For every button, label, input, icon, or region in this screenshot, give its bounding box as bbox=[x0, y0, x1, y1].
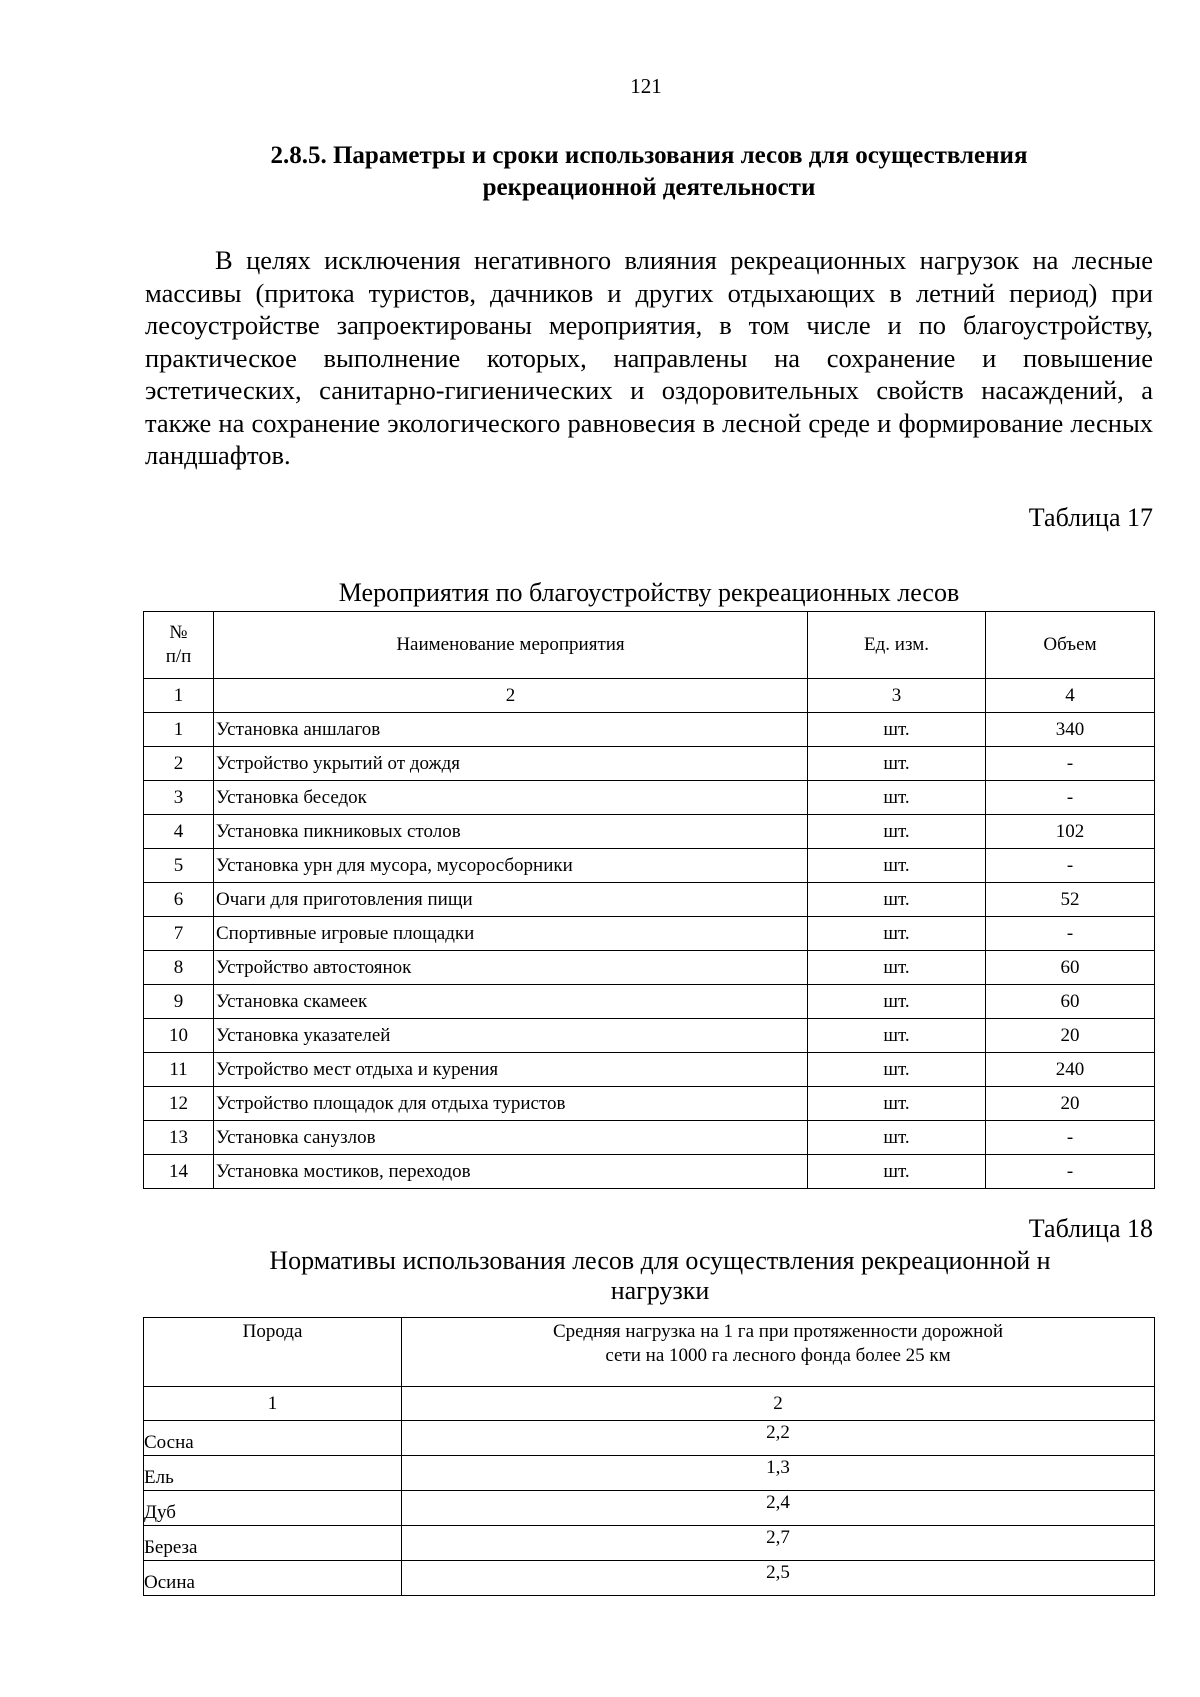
volume: 20 bbox=[986, 1019, 1155, 1053]
row-number: 14 bbox=[144, 1155, 214, 1189]
row-number: 13 bbox=[144, 1121, 214, 1155]
average-load: 2,5 bbox=[402, 1561, 1155, 1596]
volume: 60 bbox=[986, 951, 1155, 985]
activity-name: Спортивные игровые площадки bbox=[214, 917, 808, 951]
section-title-line2: рекреационной деятельности bbox=[482, 174, 816, 201]
activity-name: Установка санузлов bbox=[214, 1121, 808, 1155]
table17-caption: Мероприятия по благоустройству рекреационных лесов bbox=[338, 578, 960, 607]
unit: шт. bbox=[808, 815, 986, 849]
table-row bbox=[144, 1456, 1155, 1491]
volume: 102 bbox=[986, 815, 1155, 849]
row-number: 3 bbox=[144, 781, 214, 815]
volume: - bbox=[986, 917, 1155, 951]
average-load: 1,3 bbox=[402, 1456, 1155, 1491]
activity-name: Устройство площадок для отдыха туристов bbox=[214, 1087, 808, 1121]
volume: - bbox=[986, 1155, 1155, 1189]
activity-name: Устройство автостоянок bbox=[214, 951, 808, 985]
row-number: 2 bbox=[144, 747, 214, 781]
table-row bbox=[144, 985, 1155, 1019]
volume: - bbox=[986, 1121, 1155, 1155]
header-num-line2: п/п bbox=[165, 646, 192, 667]
row-number: 9 bbox=[144, 985, 214, 1019]
activity-name: Очаги для приготовления пищи bbox=[214, 883, 808, 917]
volume: 340 bbox=[986, 713, 1155, 747]
table18-caption-line1: Нормативы использования лесов для осуществления рекреационной н bbox=[269, 1246, 1051, 1275]
column-number: 2 bbox=[214, 679, 808, 713]
table18-caption-line2: нагрузки bbox=[610, 1276, 710, 1305]
column-number: 4 bbox=[986, 679, 1155, 713]
species: Ель bbox=[144, 1456, 402, 1491]
volume: 52 bbox=[986, 883, 1155, 917]
table-row bbox=[144, 1121, 1155, 1155]
row-number: 12 bbox=[144, 1087, 214, 1121]
unit: шт. bbox=[808, 849, 986, 883]
activity-name: Установка беседок bbox=[214, 781, 808, 815]
row-number: 10 bbox=[144, 1019, 214, 1053]
row-number: 4 bbox=[144, 815, 214, 849]
table-row bbox=[144, 1491, 1155, 1526]
activity-name: Устройство мест отдыха и курения bbox=[214, 1053, 808, 1087]
row-number: 11 bbox=[144, 1053, 214, 1087]
table-row bbox=[144, 1087, 1155, 1121]
row-number: 7 bbox=[144, 917, 214, 951]
table17-label: Таблица 17 bbox=[1028, 503, 1153, 532]
volume: - bbox=[986, 781, 1155, 815]
page-number: 121 bbox=[630, 74, 662, 98]
volume: - bbox=[986, 747, 1155, 781]
row-number: 5 bbox=[144, 849, 214, 883]
table-row bbox=[144, 883, 1155, 917]
table-row bbox=[144, 1421, 1155, 1456]
header-name: Наименование мероприятия bbox=[214, 612, 808, 679]
average-load: 2,2 bbox=[402, 1421, 1155, 1456]
table-row bbox=[144, 1155, 1155, 1189]
section-title bbox=[145, 140, 1153, 204]
activity-name: Установка аншлагов bbox=[214, 713, 808, 747]
unit: шт. bbox=[808, 951, 986, 985]
column-number: 1 bbox=[144, 679, 214, 713]
table-row bbox=[144, 815, 1155, 849]
header-unit: Ед. изм. bbox=[808, 612, 986, 679]
unit: шт. bbox=[808, 883, 986, 917]
table18-label: Таблица 18 bbox=[1028, 1214, 1153, 1243]
unit: шт. bbox=[808, 917, 986, 951]
section-title-line1: 2.8.5. Параметры и сроки использования лесов для осуществления bbox=[270, 142, 1028, 169]
table18-caption bbox=[160, 1246, 1160, 1306]
table18 bbox=[143, 1317, 1155, 1596]
row-number: 1 bbox=[144, 713, 214, 747]
header-load-line2: сети на 1000 га лесного фонда более 25 км bbox=[605, 1345, 951, 1366]
header-species: Порода bbox=[144, 1318, 402, 1387]
volume: - bbox=[986, 849, 1155, 883]
table18-header-row bbox=[144, 1318, 1155, 1387]
table-row bbox=[144, 1561, 1155, 1596]
unit: шт. bbox=[808, 985, 986, 1019]
table17 bbox=[143, 611, 1155, 1189]
activity-name: Установка указателей bbox=[214, 1019, 808, 1053]
species: Дуб bbox=[144, 1491, 402, 1526]
body-paragraph: В целях исключения негативного влияния рекреационных нагрузок на лесные массивы (притока туристов, дачников и других отдыхающих в летний период) при лесоустройстве запроектированы мероприятия, в том числе и по благоустройству, практическое выполнение которых, направлены на сохранение и повышение эстетических, санитарно-гигиенических и оздоровительных свойств насаждений, а также на сохранение экологического равновесия в лесной среде и формирование лесных ландшафтов. bbox=[145, 245, 1153, 470]
table17-header-row bbox=[144, 612, 1155, 679]
table17-column-numbers bbox=[144, 679, 1155, 713]
volume: 20 bbox=[986, 1087, 1155, 1121]
column-number: 1 bbox=[144, 1387, 402, 1421]
activity-name: Установка скамеек bbox=[214, 985, 808, 1019]
activity-name: Установка мостиков, переходов bbox=[214, 1155, 808, 1189]
header-load-line1: Средняя нагрузка на 1 га при протяженности дорожной bbox=[553, 1321, 1003, 1342]
row-number: 6 bbox=[144, 883, 214, 917]
table-row bbox=[144, 1053, 1155, 1087]
unit: шт. bbox=[808, 1019, 986, 1053]
average-load: 2,4 bbox=[402, 1491, 1155, 1526]
header-num-line1: № bbox=[169, 622, 188, 643]
activity-name: Установка пикниковых столов bbox=[214, 815, 808, 849]
table18-column-numbers bbox=[144, 1387, 1155, 1421]
column-number: 3 bbox=[808, 679, 986, 713]
table-row bbox=[144, 713, 1155, 747]
column-number: 2 bbox=[402, 1387, 1155, 1421]
header-volume: Объем bbox=[986, 612, 1155, 679]
unit: шт. bbox=[808, 1155, 986, 1189]
table-row bbox=[144, 849, 1155, 883]
header-load bbox=[402, 1318, 1155, 1387]
activity-name: Устройство укрытий от дождя bbox=[214, 747, 808, 781]
table-row bbox=[144, 1526, 1155, 1561]
volume: 240 bbox=[986, 1053, 1155, 1087]
volume: 60 bbox=[986, 985, 1155, 1019]
unit: шт. bbox=[808, 747, 986, 781]
unit: шт. bbox=[808, 1087, 986, 1121]
table-row bbox=[144, 747, 1155, 781]
table-row bbox=[144, 781, 1155, 815]
row-number: 8 bbox=[144, 951, 214, 985]
average-load: 2,7 bbox=[402, 1526, 1155, 1561]
table-row bbox=[144, 917, 1155, 951]
unit: шт. bbox=[808, 1053, 986, 1087]
unit: шт. bbox=[808, 713, 986, 747]
header-num bbox=[144, 612, 214, 679]
species: Береза bbox=[144, 1526, 402, 1561]
table-row bbox=[144, 1019, 1155, 1053]
unit: шт. bbox=[808, 1121, 986, 1155]
activity-name: Установка урн для мусора, мусоросборники bbox=[214, 849, 808, 883]
species: Сосна bbox=[144, 1421, 402, 1456]
species: Осина bbox=[144, 1561, 402, 1596]
table-row bbox=[144, 951, 1155, 985]
unit: шт. bbox=[808, 781, 986, 815]
